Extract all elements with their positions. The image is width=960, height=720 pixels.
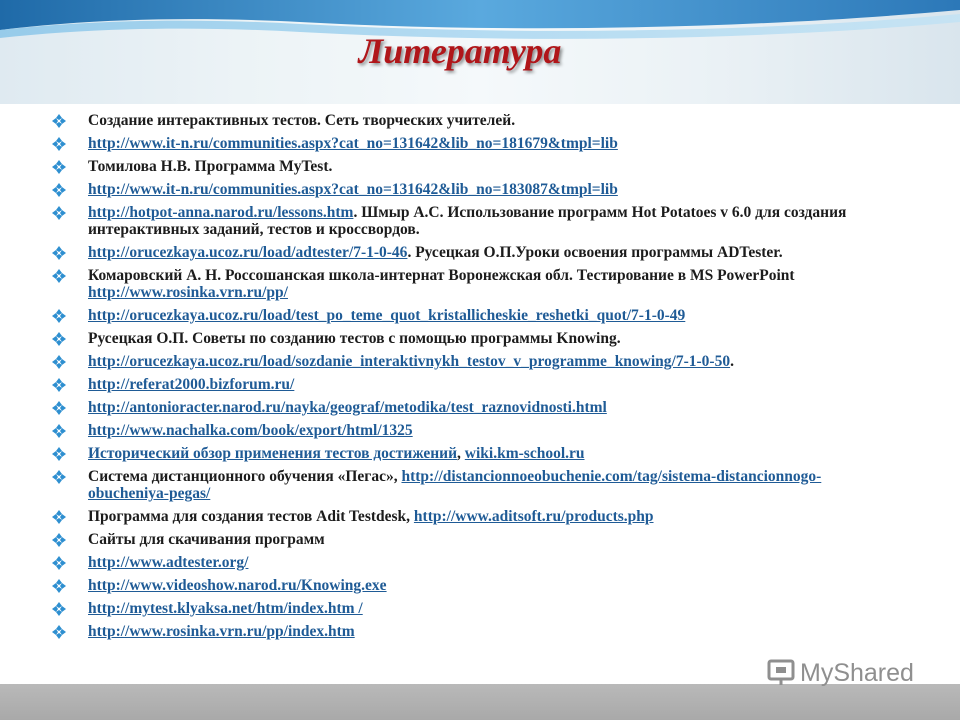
list-item: Программа для создания тестов Adit Testdesk, http://www.aditsoft.ru/products.php: [50, 508, 850, 525]
list-item: Комаровский А. Н. Россошанская школа-интернат Воронежская обл. Тестирование в MS PowerPoint http://www.rosinka.vrn.ru/pp/: [50, 267, 850, 301]
link[interactable]: Исторический обзор применения тестов достижений: [88, 445, 458, 462]
list-item: Сайты для скачивания программ: [50, 531, 850, 548]
list-item: [50, 623, 850, 640]
list-item: http://orucezkaya.ucoz.ru/load/sozdanie_interaktivnykh_testov_v_programme_knowing/7-1-0-50.: [50, 353, 850, 370]
diamond-bullet-icon: [51, 113, 67, 129]
link[interactable]: http://www.it-n.ru/communities.aspx?cat_no=131642&lib_no=183087&tmpl=lib: [88, 181, 618, 198]
slide-title: Литература: [358, 31, 562, 71]
diamond-bullet-icon: [51, 532, 67, 548]
link[interactable]: http://www.it-n.ru/communities.aspx?cat_no=131642&lib_no=181679&tmpl=lib: [88, 135, 618, 152]
list-item: Создание интерактивных тестов. Сеть творческих учителей.: [50, 112, 850, 129]
list-item: Томилова Н.В. Программа MyTest.: [50, 158, 850, 175]
link[interactable]: http://www.videoshow.narod.ru/Knowing.exe: [88, 577, 387, 594]
link[interactable]: wiki.km-school.ru: [464, 445, 585, 462]
link[interactable]: http://orucezkaya.ucoz.ru/load/test_po_teme_quot_kristallicheskie_reshetki_quot/7-1-0-49: [88, 307, 686, 324]
list-item: [50, 422, 850, 439]
diamond-bullet-icon: [51, 136, 67, 152]
list-item: http://orucezkaya.ucoz.ru/load/adtester/7-1-0-46. Русецкая О.П.Уроки освоения программы ADTester.: [50, 244, 850, 261]
link[interactable]: http://www.nachalka.com/book/export/html/1325: [88, 422, 413, 439]
diamond-bullet-icon: [51, 182, 67, 198]
list-item: Система дистанционного обучения «Пегас», http://distancionnoeobuchenie.com/tag/sistema-distancionnogo-obucheniya-pegas/: [50, 468, 850, 502]
link[interactable]: http://antonioracter.narod.ru/nayka/geograf/metodika/test_raznovidnosti.html: [88, 399, 607, 416]
link[interactable]: http://orucezkaya.ucoz.ru/load/sozdanie_interaktivnykh_testov_v_programme_knowing/7-1-0-50: [88, 353, 731, 370]
diamond-bullet-icon: [51, 377, 67, 393]
diamond-bullet-icon: [51, 400, 67, 416]
watermark-logo: [766, 656, 914, 690]
list-item: [50, 600, 850, 617]
diamond-bullet-icon: [51, 268, 67, 284]
diamond-bullet-icon: [51, 578, 67, 594]
diamond-bullet-icon: [51, 354, 67, 370]
diamond-bullet-icon: [51, 555, 67, 571]
link[interactable]: http://www.rosinka.vrn.ru/pp/index.htm: [88, 623, 355, 640]
diamond-bullet-icon: [51, 308, 67, 324]
diamond-bullet-icon: [51, 469, 67, 485]
link[interactable]: http://www.rosinka.vrn.ru/pp/: [88, 284, 288, 301]
diamond-bullet-icon: [51, 624, 67, 640]
link[interactable]: http://hotpot-anna.narod.ru/lessons.htm: [88, 204, 354, 221]
diamond-bullet-icon: [51, 245, 67, 261]
link[interactable]: http://referat2000.bizforum.ru/: [88, 376, 295, 393]
link[interactable]: http://distancionnoeobuchenie.com/tag/sistema-distancionnogo-obucheniya-pegas/: [88, 468, 822, 502]
bibliography-list: [50, 112, 850, 646]
presentation-icon: [766, 658, 796, 688]
diamond-bullet-icon: [51, 446, 67, 462]
list-item: [50, 376, 850, 393]
diamond-bullet-icon: [51, 159, 67, 175]
diamond-bullet-icon: [51, 601, 67, 617]
diamond-bullet-icon: [51, 423, 67, 439]
slide-header: [0, 0, 960, 104]
list-item: [50, 181, 850, 198]
watermark-text: MyShared: [800, 658, 914, 687]
list-item: Исторический обзор применения тестов достижений, wiki.km-school.ru: [50, 445, 850, 462]
link[interactable]: http://mytest.klyaksa.net/htm/index.htm /: [88, 600, 363, 617]
diamond-bullet-icon: [51, 205, 67, 221]
link[interactable]: http://www.aditsoft.ru/products.php: [413, 508, 654, 525]
diamond-bullet-icon: [51, 331, 67, 347]
list-item: [50, 577, 850, 594]
link[interactable]: http://orucezkaya.ucoz.ru/load/adtester/7-1-0-46: [88, 244, 408, 261]
diamond-bullet-icon: [51, 509, 67, 525]
list-item: [50, 135, 850, 152]
link[interactable]: http://www.adtester.org/: [88, 554, 249, 571]
list-item: [50, 554, 850, 571]
list-item: http://hotpot-anna.narod.ru/lessons.htm. Шмыр А.С. Использование программ Hot Potatoes v 6.0 для создания интерактивных заданий, тестов и кроссвордов.: [50, 204, 850, 238]
list-item: [50, 307, 850, 324]
list-item: [50, 399, 850, 416]
list-item: Русецкая О.П. Советы по созданию тестов с помощью программы Knowing.: [50, 330, 850, 347]
